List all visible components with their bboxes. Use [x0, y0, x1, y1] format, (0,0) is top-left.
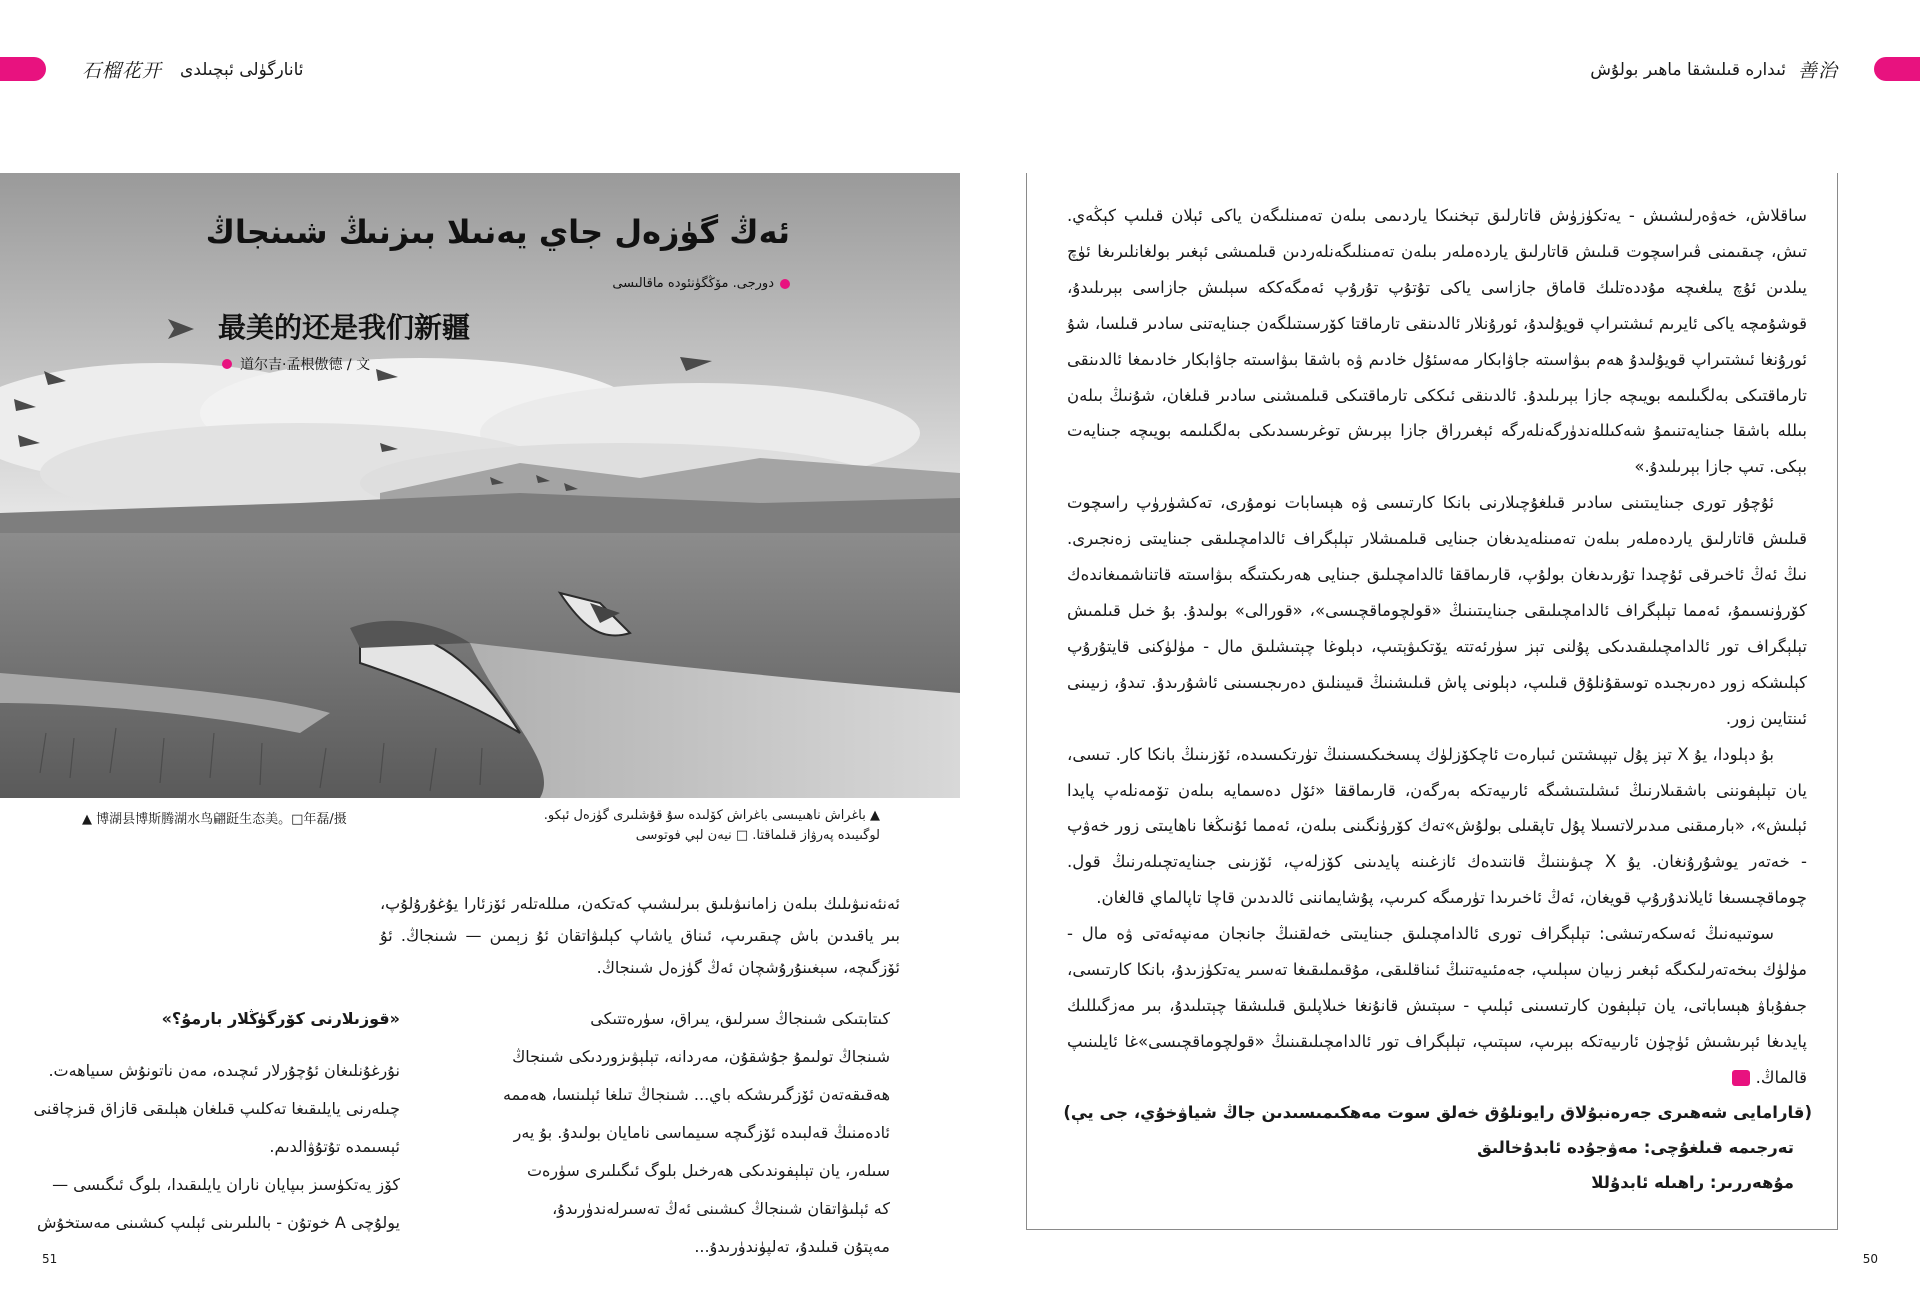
- article-body: [1067, 198, 1807, 1096]
- article-paragraph: بۇ دېلودا، يۇ X تېز پۇل تېپىشتىن ئىبارەت ئاچكۆزلۈك پىسخىكىسىنىڭ تۈرتكىسىدە، ئۆزىنىڭ بانكا كار. تىسى، يان تېلېفوننى باشقىلارنىڭ ئىشلىتىشىگە ئارىيەتكە بەرگەن، قارىماققا «ئۆل دەسمايە بىلەن تۆمەنلەپ پايدا ئېلىش»، «بارمىقنى مىدىرلاتسىلا پۇل تاپقىلى بولۇش»تەك كۆرۈنگىنى بىلەن، ئەمما ئۇنىڭغا ناھايىتى زور خەۋپ - خەتەر يوشۇرۇنغان. يۇ X چىۋىننىڭ قانتىدەك ئازغىنە پايدىنى كۆزلەپ، ئۆزىنى جىنايەتچىلەرنىڭ قول. چوماقچىسىغا ئايلاندۇرۇپ قويغان، ئەڭ ئاخىرىدا تۈرمىگە كىرىپ، پۇشايماننى ئالدىدىن قاچا تاپالماي قالغان.: [1067, 744, 1807, 908]
- left-page-column-left: [33, 1000, 400, 1242]
- credits-translator: تەرجىمە قىلغۇچى: مەۋجۇدە ئابدۇخالىق: [1477, 1138, 1794, 1157]
- article-paragraph: ساقلاش، خەۋەرلىشىش - يەتكۈزۈش قاتارلىق تېخنىكا ياردىمى بىلەن تەمىنلىگەن ياكى ئېلان قىلىپ كېڭەي. تىش، چىقىمنى ڤىراسچوت قىلىش قاتارلىق ياردەملەر بىلەن تەمىنلىگەنلەردىن قىلمىشى ئېغىر بولغانلىرىغا ئۈچ يىلدىن ئۇچ يىلغىچە مۇددەتلىك قاماق جازاسى ياكى تۇتۇپ تۇرۇپ ئەمگەككە سېلىش جازاسى بېرىلىدۇ، قوشۇمچە ياكى ئايرىم ئىشتىراپ قويۇلىدۇ، ئورۇنلار ئالدىنقى تارماقتا كۆرسىتىلگەن جىنايەتنى سادىر قىلسا، شۇ ئورۇنغا ئىشتىراپ قويۇلىدۇ ھەم بىۋاسىتە جاۋابكار مەسئۇل خادىم ۋە باشقا بىۋاسىتە جاۋابكار خادىمغا ئالدىنقى تارماقتىكى بەلگىلىمە بويىچە جازا بېرىلىدۇ. ئالدىنقى ئىككى تارماقتىكى قىلمىشنى سادىر قىلغان، شۇنىڭ بىلەن بىللە باشقا جىنايەتنىمۇ شەكىللەندۈرگەنلەرگە ئېغىرراق جازا بېرىش توغرىسىدىكى بەلگىلىمە بويىچە جىنايەت بېكى. تىپ جازا بېرىلىدۇ.»: [1067, 206, 1807, 477]
- photo-caption-cn: ▲ 博湖县博斯腾湖水鸟翩跹生态美。□年磊/摄: [82, 812, 347, 827]
- column-line: مەپتۇن قىلىدۇ، تەلپۈندۈرىدۇ...: [694, 1237, 890, 1256]
- page-tab-marker-left: [0, 57, 46, 81]
- article-paragraph: ئۇچۇر تورى جىنايىتىنى سادىر قىلغۇچىلارنى بانكا كارتىسى ۋە ھېسابات نومۇرى، تەكشۈرۈپ راسچوت قىلىش قاتارلىق ياردەملەر بىلەن تەمىنلەيدىغان جىنايى قىلمىشلار تېلېگراف ئالدامچىلىقى جىنايىتى زەنجىرى. نىڭ ئەڭ ئاخىرقى ئۇچىدا تۇرىدىغان بولۇپ، قارىماققا ئالدامچىلىق جىنايى ھەرىكىتىگە بىۋاسىتە قاتناشمىغاندەك كۆرۈنسىمۇ، ئەمما تېلېگراف ئالدامچىلىقى جىنايىتىنىڭ «قولچوماقچىسى»، «قورالى» بولىدۇ. بۇ خىل قىلمىش تېلېگراف تور ئالدامچىلىقىدىكى پۇلنى تېز سۈرئەتتە يۆتكىۋېتىپ، دېلوغا چېتىشلىق مال - مۈلۈكنى قايتۇرۇپ كېلىشكە زور دەرىجىدە توسقۇنلۇق قىلىپ، دېلونى پاش قىلىشنىڭ قىيىنلىق دەرىجىسىنى ئاشۇرىدۇ. تىدۇ، زىيىنى ئىنتايىن زور.: [1067, 493, 1807, 728]
- column-line: ئېسىمدە تۇتۇۋالدىم.: [269, 1137, 400, 1156]
- column-line: يولۇچى A خوتۇن - بالىلىرىنى ئېلىپ كىشىنى مەستخۇش: [37, 1213, 400, 1232]
- running-head-left-ug: ئانارگۈلى ئېچىلدى: [180, 59, 304, 80]
- column-line: سىلەر، يان تېلېفوندىكى ھەرخىل بلوگ ئىگىلىرى سۈرەت: [526, 1161, 890, 1180]
- column-line: چىلەرنى يايلىقىغا تەكلىپ قىلغان ھېلىقى قازاق قىزچاقنى: [33, 1099, 400, 1118]
- column-line: شىنجاڭ تولىمۇ جۇشقۇن، مەردانە، تېلېۋىزوردىكى شىنجاڭ: [512, 1047, 890, 1066]
- byline-bullet-icon: [222, 359, 232, 369]
- photo-caption-ug: [480, 806, 880, 846]
- article-title-cn: 最美的还是我们新疆: [218, 311, 471, 344]
- page-tab-marker-right: [1874, 57, 1920, 81]
- page-number-right: 50: [1862, 1252, 1878, 1266]
- article-title-ug: ئەڭ گۈزەل جاي يەنىلا بىزنىڭ شىنجاڭ: [205, 213, 790, 251]
- article-box: [1026, 173, 1838, 1230]
- article-byline-ug: [612, 276, 790, 291]
- column-line: نۇرغۇنلىغان ئۇچۇرلار ئىچىدە، مەن ناتونۇش سىياھەت.: [48, 1061, 400, 1080]
- column-line: كىتابتىكى شىنجاڭ سىرلىق، يىراق، سۈرەتتىكى: [590, 1009, 890, 1028]
- running-head-left-cn: 石榴花开: [82, 60, 163, 82]
- article-byline-cn-text: 道尔吉·孟根傲德 / 文: [240, 357, 371, 373]
- byline-bullet-icon: [780, 279, 790, 289]
- article-paragraph-last: [1067, 916, 1807, 1096]
- photo-caption-ug-line1: ▲ باغراش ناھىيىسى باغراش كۆلىدە سۇ قۇشلىرى گۈزەل ئېكو.: [543, 808, 880, 823]
- article-paragraph-text: سوتىيەنىڭ ئەسكەرتىشى: تېلېگراف تورى ئالدامچىلىق جىنايىتى خەلقنىڭ جانجان مەنپەئەتى ۋە مال - مۈلۈك بىخەتەرلىكىگە ئېغىر زىيان سېلىپ، جەمئىيەتنىڭ ئىناقلىقى، مۇقىملىقىغا تەسىر يەتكۈزىدۇ، بانكا كارتىسى، جىفۇباۋ ھېساباتى، يان تېلېفون كارتىسىنى ئېلىپ - سېتىش قانۇنغا خىلاپلىق قىلىشقا چېتىلىدۇ، بىر مەزگىللىك پايدىغا ئېرىشىش ئۈچۈن ئارىيەتكە بېرىپ، سېتىپ، تېلېگراف تور ئالدامچىلىقىنىڭ «قولچوماقچىسى»غا ئايلىنىپ قالماڭ.: [1067, 924, 1807, 1087]
- article-byline-ug-text: دورجى. مۆڭگۈنئودە ماقالىسى: [612, 276, 774, 291]
- section-subheading: «قوزىلارنى كۆرگۈڭلار بارمۇ؟»: [161, 1009, 400, 1028]
- running-head-right-cn: 善治: [1797, 60, 1838, 82]
- credits-editor: مۇھەررىر: راھىلە ئابدۇللا: [1591, 1173, 1794, 1192]
- end-mark-icon: [1732, 1070, 1750, 1086]
- column-line: ھەقىقەتەن ئۆزگىرىشكە باي... شىنجاڭ تىلغا ئېلىنسا، ھەممە: [502, 1085, 890, 1104]
- column-line: كۆز يەتكۈسىز بىپايان ناران يايلىقىدا، بلوگ ئىگىسى —: [52, 1175, 400, 1194]
- running-head-right-ug: ئىدارە قىلىشقا ماھىر بولۇش: [1590, 59, 1786, 80]
- running-head-right: [1590, 56, 1838, 83]
- article-byline-cn: [222, 354, 370, 374]
- landscape-photo: [0, 173, 960, 798]
- running-head-left: [82, 56, 304, 83]
- article-credits: [1063, 1095, 1812, 1200]
- left-page-column-right: [500, 1000, 890, 1266]
- photo-illustration: [0, 173, 960, 798]
- column-line: ئادەمنىڭ قەلبىدە ئۆزگىچە سىيماسى نامايان بولىدۇ. بۇ يەر: [513, 1123, 890, 1142]
- page-number-left: 51: [42, 1252, 58, 1266]
- column-line: كە ئېلىۋاتقان شىنجاڭ كىشىنى ئەڭ تەسىرلەندۈرىدۇ،: [552, 1199, 890, 1218]
- intro-paragraph: ئەنئەنىۋىلىك بىلەن زامانىۋىلىق بىرلىشىپ كەتكەن، مىللەتلەر ئۆزئارا يۇغۇرۇلۇپ، بىر ياقىدىن باش چىقىرىپ، ئىناق ياشاپ كېلىۋاتقان ئۇ زېمىن — شىنجاڭ. ئۇ ئۆزگىچە، سېغىنۇرۇشچان ئەڭ گۈزەل شىنجاڭ.: [380, 894, 900, 977]
- credits-source: (قارامايى شەھىرى جەرەنبۇلاق رايونلۇق خەلق سوت مەھكىمىسىدىن جاڭ شياۋخۇي، جى يې): [1063, 1103, 1812, 1122]
- photo-caption-ug-line2: لوگىيىدە پەرۋاز قىلماقتا. □ نيەن لېي فوتوسى: [635, 828, 880, 843]
